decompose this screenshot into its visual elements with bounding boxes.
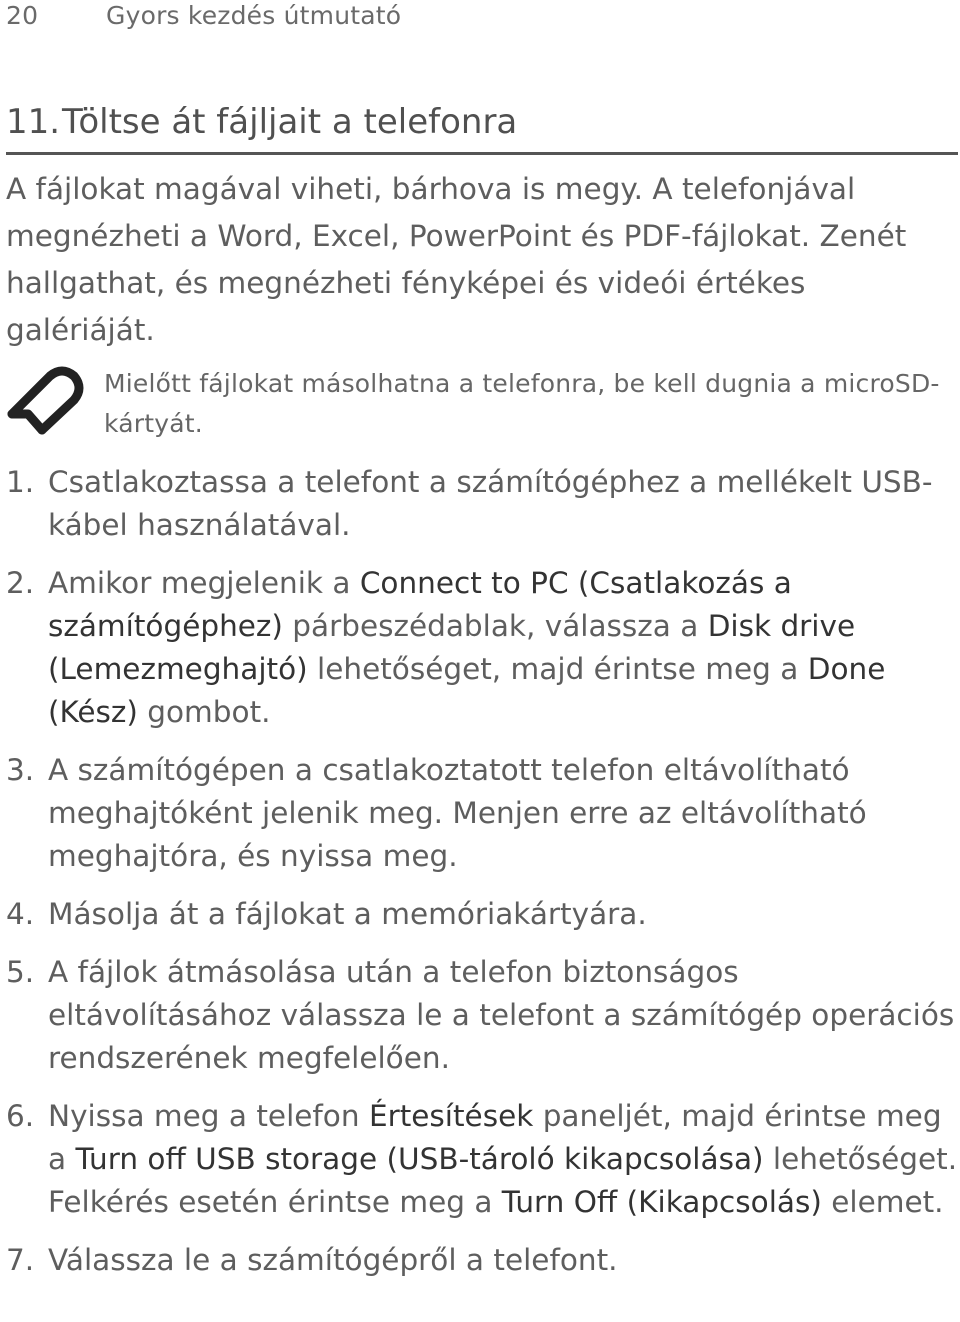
step-text-segment: Csatlakoztassa a telefont a számítógéphez a mellékelt USB-kábel használatával.	[48, 465, 933, 542]
step-text	[48, 465, 933, 542]
ui-term: Értesítések	[368, 1099, 534, 1133]
step-number: 1.	[6, 465, 35, 499]
step-text-segment: elemet.	[821, 1185, 944, 1219]
step-number: 4.	[6, 897, 35, 931]
step-text-segment: párbeszédablak, válassza a	[282, 609, 708, 643]
list-item	[6, 951, 958, 1080]
step-number: 7.	[6, 1243, 35, 1277]
list-item	[6, 562, 958, 734]
step-text-segment: paneljét, majd érintse meg a	[48, 1099, 942, 1176]
step-text	[48, 955, 954, 1075]
list-item	[6, 893, 958, 936]
step-text-segment: Amikor megjelenik a	[48, 566, 360, 600]
step-text	[48, 566, 885, 729]
ui-term: Done (Kész)	[48, 652, 886, 729]
list-item	[6, 749, 958, 878]
step-text	[48, 897, 647, 931]
section-heading	[6, 100, 958, 155]
step-text-segment: Másolja át a fájlokat a memóriakártyára.	[48, 897, 647, 931]
step-number: 5.	[6, 955, 35, 989]
step-number: 2.	[6, 566, 35, 600]
step-text-segment: Nyissa meg a telefon	[48, 1099, 369, 1133]
step-text-segment: A fájlok átmásolása után a telefon biztonságos eltávolításához válassza le a telefont a számítógép operációs rendszerének megfelelően.	[48, 955, 955, 1075]
step-text-segment: gombot.	[137, 695, 271, 729]
list-item	[6, 1239, 958, 1282]
ui-term: Turn Off (Kikapcsolás)	[501, 1185, 822, 1219]
step-text-segment: Válassza le a számítógépről a telefont.	[48, 1243, 618, 1277]
list-item	[6, 1095, 958, 1224]
step-text-segment: lehetőséget, majd érintse meg a	[307, 652, 808, 686]
step-text	[48, 1243, 618, 1277]
note-box	[0, 364, 958, 444]
page-number: 20	[6, 1, 39, 30]
step-number: 6.	[6, 1099, 35, 1133]
note-pencil-icon	[4, 364, 86, 438]
step-text-segment: lehetőséget. Felkérés esetén érintse meg a	[48, 1142, 958, 1219]
list-item	[6, 461, 958, 547]
note-text: Mielőtt fájlokat másolhatna a telefonra, be kell dugnia a microSD-kártyát.	[104, 369, 940, 438]
ui-term: Disk drive (Lemezmeghajtó)	[48, 609, 856, 686]
step-text	[48, 1099, 957, 1219]
section-number: 11.	[6, 102, 61, 142]
intro-paragraph	[6, 166, 956, 354]
page-header	[6, 0, 401, 32]
step-text-segment: A számítógépen a csatlakoztatott telefon eltávolítható meghajtóként jelenik meg. Menjen erre az eltávolítható meghajtóra, és nyissa meg.	[48, 753, 867, 873]
step-number: 3.	[6, 753, 35, 787]
running-title: Gyors kezdés útmutató	[106, 1, 402, 30]
steps-list	[6, 461, 958, 1297]
section-title: Töltse át fájljait a telefonra	[62, 102, 518, 142]
ui-term: Connect to PC (Csatlakozás a számítógéphez)	[48, 566, 792, 643]
intro-text: A fájlokat magával viheti, bárhova is megy. A telefonjával megnézheti a Word, Excel, PowerPoint és PDF-fájlokat. Zenét hallgathat, és megnézheti fényképei és videói értékes galériáját.	[6, 172, 907, 347]
step-text	[48, 753, 867, 873]
ui-term: Turn off USB storage (USB-tároló kikapcsolása)	[75, 1142, 764, 1176]
